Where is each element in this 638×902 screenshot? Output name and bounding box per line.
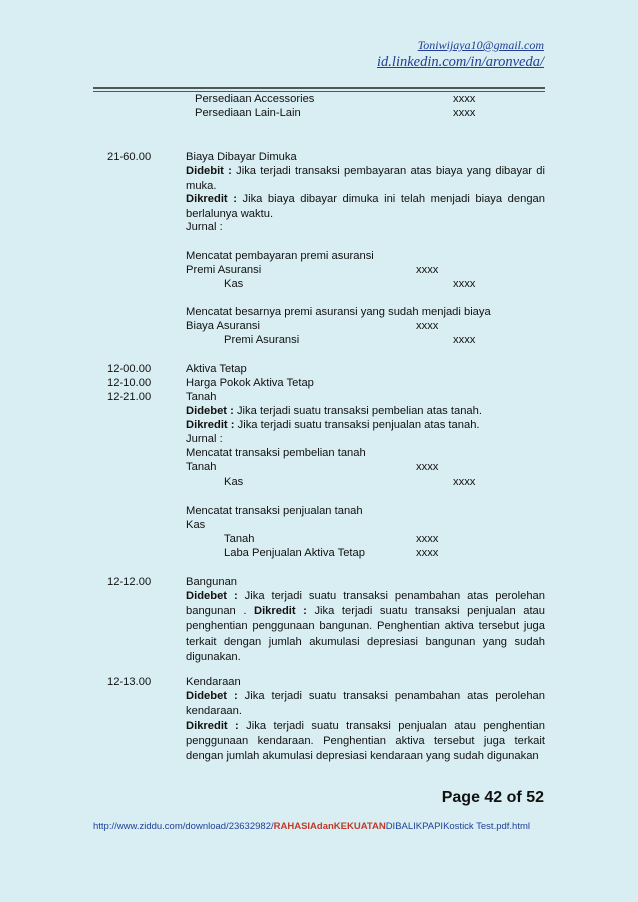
journal-description: Mencatat pembayaran premi asuransi [186,250,374,262]
footer-url-prefix: http://www.ziddu.com/download/23632982/ [93,821,274,832]
journal-description: Mencatat transaksi penjualan tanah [186,505,363,517]
credit-account: Premi Asuransi [224,334,300,346]
section-title: Bangunan [186,576,238,588]
account-code: 12-21.00 [107,391,152,403]
section-title: Tanah [186,391,217,403]
debit-amount: xxxx [416,320,439,332]
account-code: 12-10.00 [107,377,152,389]
credit-label: Dikredit : [186,193,237,205]
account-code: 21-60.00 [107,151,152,163]
debit-rule [186,404,482,418]
credit-amount: xxxx [453,476,476,488]
debit-account: Tanah [186,461,217,473]
debit-text: Jika terjadi suatu transaksi penambahan atas perolehan kendaraan. [186,690,545,718]
journal-description: Mencatat besarnya premi asuransi yang sudah menjadi biaya [186,306,491,318]
credit-text: Jika terjadi suatu transaksi penjualan atas tanah. [234,419,480,431]
jurnal-label: Jurnal : [186,433,223,445]
credit-amount: xxxx [416,533,439,545]
account-name: Persediaan Lain-Lain [195,107,301,119]
account-name: Persediaan Accessories [195,93,315,105]
debit-text: Jika terjadi suatu transaksi pembelian atas tanah. [233,405,482,417]
credit-amount: xxxx [453,278,476,290]
credit-label: Dikredit : [253,605,307,618]
debit-label: Didebet : [186,690,238,702]
account-rule-paragraph [186,589,545,665]
section-title: Kendaraan [186,676,241,688]
debit-amount: xxxx [416,461,439,473]
credit-rule [186,192,545,221]
credit-rule [186,719,545,765]
credit-text: Jika biaya dibayar dimuka ini telah menjadi biaya dengan berlalunya waktu. [186,193,545,220]
credit-amount: xxxx [416,547,439,559]
section-title: Harga Pokok Aktiva Tetap [186,377,314,389]
credit-text: Jika terjadi suatu transaksi penjualan atau penghentian penggunaan kendaraan. Penghentian aktiva tersebut juga terkait dengan jumlah akumulasi depresiasi kendaraan yang sudah digunakan [186,720,545,763]
account-code: 12-00.00 [107,363,152,375]
credit-account: Tanah [224,533,255,545]
credit-amount: xxxx [453,334,476,346]
debit-label: Didebet : [186,590,238,602]
credit-account: Kas [224,278,244,290]
debit-account: Premi Asuransi [186,264,262,276]
footer-link[interactable] [93,820,548,834]
debit-rule [186,689,545,719]
credit-account: Kas [224,476,244,488]
header-email-link[interactable]: Toniwijaya10@gmail.com [417,38,544,52]
header-linkedin-link[interactable]: id.linkedin.com/in/aronveda/ [377,54,544,70]
credit-label: Dikredit : [186,419,235,431]
debit-label: Didebet : [186,405,234,417]
credit-label: Dikredit : [186,720,239,732]
footer-url-highlight: RAHASIAdanKEKUATAN [273,821,386,832]
credit-account: Laba Penjualan Aktiva Tetap [224,547,365,559]
debit-account: Biaya Asuransi [186,320,261,332]
debit-text: Jika terjadi transaksi pembayaran atas biaya yang dibayar di muka. [186,165,545,192]
account-code: 12-12.00 [107,576,152,588]
header-rule-thick [93,87,545,89]
header-rule-thin [93,91,545,92]
credit-amount: xxxx [453,107,476,119]
debit-rule [186,164,545,193]
credit-rule [186,418,480,432]
page-number: Page 42 of 52 [441,789,544,806]
debit-account: Kas [186,519,206,531]
jurnal-label: Jurnal : [186,221,223,233]
journal-description: Mencatat transaksi pembelian tanah [186,447,366,459]
section-title: Biaya Dibayar Dimuka [186,151,297,163]
debit-amount: xxxx [416,264,439,276]
account-code: 12-13.00 [107,676,152,688]
credit-text: Jika terjadi suatu transaksi penjualan atau penghentian penggunaan bangunan. Penghentian aktiva tersebut juga terkait dengan jumlah akumulasi depresiasi bangunan yang sudah digunakan. [186,605,545,663]
credit-amount: xxxx [453,93,476,105]
footer-url-suffix: DIBALIKPAPIKostick Test.pdf.html [385,821,531,832]
section-title: Aktiva Tetap [186,363,247,375]
debit-label: Didebit : [186,165,232,177]
debit-text: Jika terjadi suatu transaksi penambahan atas perolehan bangunan . [186,590,545,618]
